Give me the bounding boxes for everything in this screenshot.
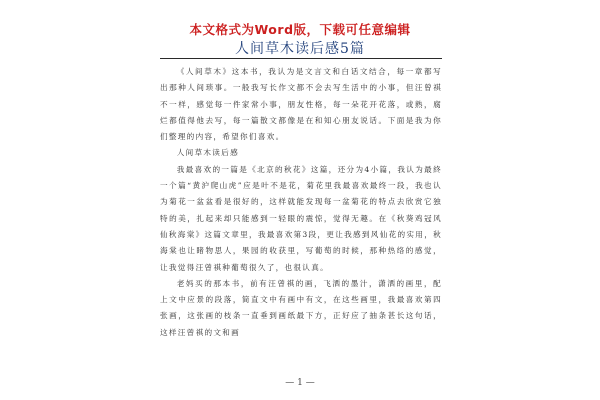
- body-paragraph: 我最喜欢的一篇是《北京的秋花》这篇，还分为4小篇，我认为最終一个篇“黄沪爬山虎”应是叶不是花，菊花里我最喜欢最终一段，我也认为菊花一盆盆看是很好的，这样就能发现每一盆菊花的特点去欣赏它独特的美，扎起来却只能感到一轻眼的震惊，觉得无趣。在《秋葵鸡冠风仙秋海棠》这篇文章里，我最喜欢第3段，更让我感到风仙花的实用，秋海棠也让睹物思人，果园的收获里，写葡萄的时候，那种热络的感觉，让我觉得汪曾祺种葡萄很久了，也很认真。: [160, 164, 442, 272]
- intro-paragraph: 《人间草木》这本书，我认为是文言文和白话文结合，每一章都写出那种人间琐事。一般我写长作文都不会去写生活中的小事，但汪曾祺不一样，感觉每一件家常小事，朋友性格，每一朵花开花落，或熟，腐烂都值得他去写，每一篇散文都像是在和知心朋友说话。下面是我为你们整理的内容，希望你们喜欢。: [160, 67, 442, 142]
- word-format-banner: 本文格式为Word版，下载可任意编辑: [189, 22, 411, 37]
- body-paragraph: 老妈买的那本书，前有汪曾祺的画，飞洒的墨汁，潇洒的画里，配上文中应景的段落，简直文中有画中有文，在这些画里，我最喜欢第四张画，这张画的枝条一直垂到画纸最下方，正好应了抽条甚长这句话，这样汪曾祺的文和画: [160, 278, 442, 337]
- page-title: 人间草木读后感5篇: [235, 41, 365, 57]
- document-body: [160, 64, 442, 341]
- section-heading: 人间草木读后感: [176, 148, 239, 158]
- page-number: — 1 —: [285, 378, 315, 388]
- title-divider: [160, 58, 442, 59]
